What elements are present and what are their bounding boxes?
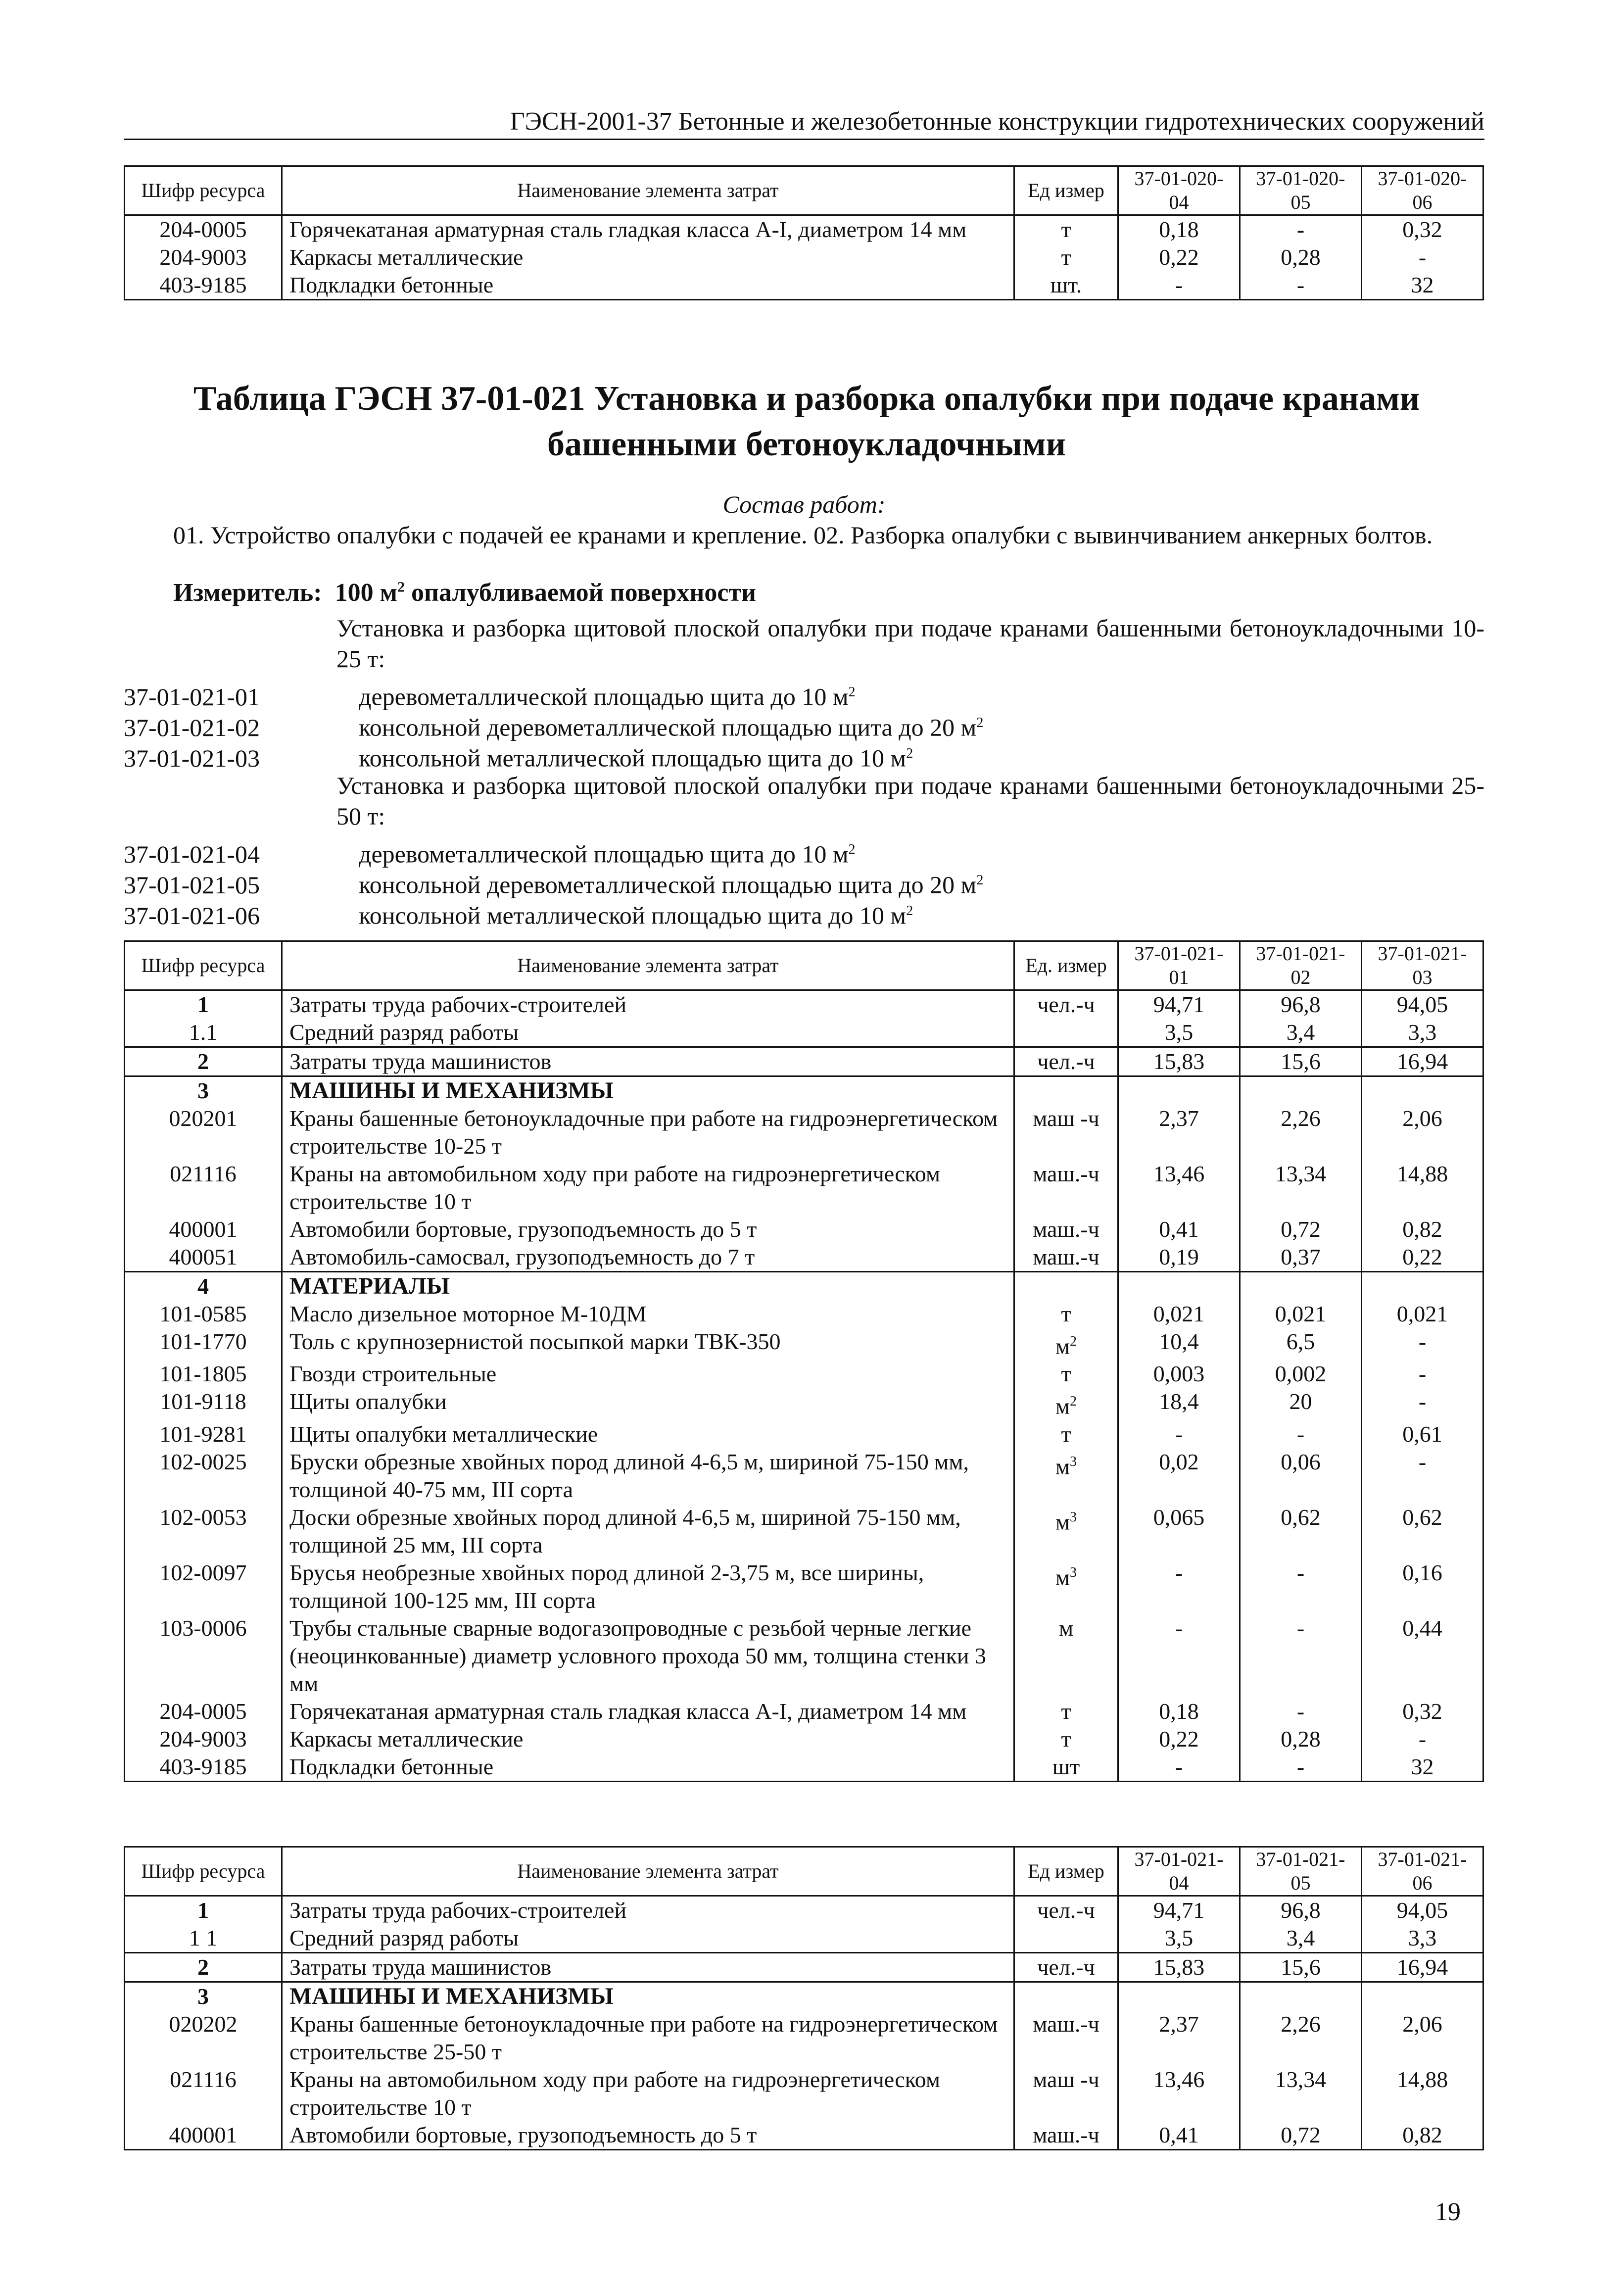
- table-row: [125, 1924, 1483, 1953]
- resource-code: 1.1: [125, 1019, 282, 1047]
- col-header-norm: 37-01-021-05: [1240, 1847, 1362, 1896]
- norm-item: [124, 865, 983, 900]
- resource-unit: маш.-ч: [1014, 1216, 1118, 1243]
- norm-item: [124, 677, 856, 712]
- norm-value: -: [1362, 1360, 1483, 1388]
- norm-text: деревометаллической площадью щита до 10 м: [359, 682, 849, 711]
- resource-unit: чел.-ч: [1014, 1896, 1118, 1925]
- norm-value: 32: [1362, 1753, 1483, 1782]
- norm-value: 14,88: [1362, 1160, 1483, 1216]
- measure-value: 100 м: [334, 579, 398, 607]
- col-header-norm: 37-01-021-02: [1240, 941, 1362, 990]
- table-row: [125, 1953, 1483, 1982]
- page-number: 19: [1435, 2198, 1461, 2226]
- norm-value: 3,3: [1362, 1924, 1483, 1953]
- norm-value: [1118, 1272, 1240, 1301]
- norm-group-heading: Установка и разборка щитовой плоской опалубки при подаче кранами башенными бетоноукладочными 25-50 т:: [336, 772, 1484, 830]
- resource-code: 102-0053: [125, 1504, 282, 1559]
- norm-value: [1118, 1982, 1240, 2011]
- resource-name: Доски обрезные хвойных пород длиной 4-6,5 м, шириной 75-150 мм, толщиной 25 мм, III сорта: [282, 1504, 1014, 1559]
- norm-text: деревометаллической площадью щита до 10 м: [359, 840, 849, 868]
- resource-code: 3: [125, 1076, 282, 1105]
- resource-name: Затраты труда машинистов: [282, 1047, 1014, 1076]
- norm-value: 6,5: [1240, 1328, 1362, 1360]
- norm-value: 0,82: [1362, 2121, 1483, 2150]
- norm-value: 14,88: [1362, 2066, 1483, 2121]
- table-row: [125, 990, 1483, 1019]
- norm-value: 0,44: [1362, 1614, 1483, 1698]
- norm-value: 0,62: [1240, 1504, 1362, 1559]
- norm-value: 32: [1362, 271, 1483, 300]
- resource-name: Гвозди строительные: [282, 1360, 1014, 1388]
- norm-item: [124, 896, 913, 931]
- norm-value: -: [1240, 1559, 1362, 1614]
- resource-unit: т: [1014, 1725, 1118, 1753]
- norm-value: 13,34: [1240, 1160, 1362, 1216]
- norm-value: -: [1362, 243, 1483, 271]
- table-row: [125, 2010, 1483, 2066]
- resource-name: Краны башенные бетоноукладочные при работе на гидроэнергетическом строительстве 10-25 т: [282, 1105, 1014, 1160]
- resource-name: Краны башенные бетоноукладочные при работе на гидроэнергетическом строительстве 25-50 т: [282, 2010, 1014, 2066]
- table-row: [125, 1559, 1483, 1614]
- norm-value: -: [1118, 1753, 1240, 1782]
- norm-sup: 2: [848, 842, 856, 857]
- col-header-code: Шифр ресурса: [125, 941, 282, 990]
- norm-code: 37-01-021-02: [124, 713, 260, 741]
- resource-name: Щиты опалубки металлические: [282, 1420, 1014, 1448]
- resource-code: 204-0005: [125, 1698, 282, 1725]
- resource-unit: $м^3$: [1014, 1448, 1118, 1504]
- resource-code: 103-0006: [125, 1614, 282, 1698]
- norm-value: 94,05: [1362, 1896, 1483, 1925]
- measure-label: Измеритель:: [173, 579, 322, 607]
- page-header: ГЭСН-2001-37 Бетонные и железобетонные конструкции гидротехнических сооружений: [124, 108, 1484, 140]
- norm-code: 37-01-021-05: [124, 871, 260, 899]
- table-row: [125, 1388, 1483, 1420]
- resource-name: Трубы стальные сварные водогазопроводные с резьбой черные легкие (неоцинкованные) диаметр условного прохода 50 мм, толщина стенки 3 мм: [282, 1614, 1014, 1698]
- resource-code: 204-0005: [125, 215, 282, 244]
- resource-name: Горячекатаная арматурная сталь гладкая класса А-I, диаметром 14 мм: [282, 215, 1014, 244]
- norm-text: консольной деревометаллической площадью щита до 20 м: [359, 871, 977, 899]
- resource-unit: [1014, 1924, 1118, 1953]
- norm-value: 0,61: [1362, 1420, 1483, 1448]
- norm-code: 37-01-021-03: [124, 744, 260, 772]
- resource-unit: т: [1014, 215, 1118, 244]
- norm-value: 10,4: [1118, 1328, 1240, 1360]
- resource-code: 1 1: [125, 1924, 282, 1953]
- norm-value: 0,28: [1240, 1725, 1362, 1753]
- norm-value: [1240, 1982, 1362, 2011]
- col-header-code: Шифр ресурса: [125, 1847, 282, 1896]
- resource-name: МАШИНЫ И МЕХАНИЗМЫ: [282, 1982, 1014, 2011]
- norm-code: 37-01-021-06: [124, 901, 260, 929]
- norm-value: 0,19: [1118, 1243, 1240, 1272]
- resource-unit: шт: [1014, 1753, 1118, 1782]
- resource-name: Краны на автомобильном ходу при работе на гидроэнергетическом строительстве 10 т: [282, 1160, 1014, 1216]
- norm-value: 0,18: [1118, 1698, 1240, 1725]
- norm-value: 0,82: [1362, 1216, 1483, 1243]
- resource-code: 021116: [125, 1160, 282, 1216]
- resource-unit: т: [1014, 1698, 1118, 1725]
- norm-value: 0,41: [1118, 2121, 1240, 2150]
- norm-value: -: [1362, 1388, 1483, 1420]
- norm-value: 13,34: [1240, 2066, 1362, 2121]
- resource-unit: $м^3$: [1014, 1559, 1118, 1614]
- norm-value: 0,72: [1240, 1216, 1362, 1243]
- resource-name: Средний разряд работы: [282, 1019, 1014, 1047]
- resource-name: Средний разряд работы: [282, 1924, 1014, 1953]
- norm-value: 0,021: [1240, 1300, 1362, 1328]
- resource-code: 400001: [125, 1216, 282, 1243]
- resource-name: Затраты труда рабочих-строителей: [282, 990, 1014, 1019]
- norm-value: -: [1240, 1614, 1362, 1698]
- norm-value: -: [1362, 1328, 1483, 1360]
- table-row: [125, 1105, 1483, 1160]
- resource-name: Каркасы металлические: [282, 1725, 1014, 1753]
- norm-text: консольной металлической площадью щита до 10 м: [359, 744, 907, 772]
- norm-item: [124, 708, 983, 743]
- norm-value: [1118, 1076, 1240, 1105]
- table-1-body: [125, 990, 1483, 1782]
- resource-code: 020202: [125, 2010, 282, 2066]
- table-row: [125, 1076, 1483, 1105]
- norm-value: [1362, 1272, 1483, 1301]
- resource-name: Щиты опалубки: [282, 1388, 1014, 1420]
- norm-value: 2,26: [1240, 1105, 1362, 1160]
- col-header-name: Наименование элемента затрат: [282, 941, 1014, 990]
- table-row: [125, 1614, 1483, 1698]
- norm-value: -: [1118, 1614, 1240, 1698]
- norm-value: 18,4: [1118, 1388, 1240, 1420]
- resource-name: Подкладки бетонные: [282, 271, 1014, 300]
- norm-value: 15,83: [1118, 1047, 1240, 1076]
- resource-code: 102-0025: [125, 1448, 282, 1504]
- norm-value: 15,83: [1118, 1953, 1240, 1982]
- norm-value: 0,41: [1118, 1216, 1240, 1243]
- resource-table-2: [124, 1846, 1484, 2150]
- col-header-norm: 37-01-021-01: [1118, 941, 1240, 990]
- resource-code: 101-1770: [125, 1328, 282, 1360]
- norm-value: -: [1240, 215, 1362, 244]
- resource-name: Бруски обрезные хвойных пород длиной 4-6,5 м, шириной 75-150 мм, толщиной 40-75 мм, III сорта: [282, 1448, 1014, 1504]
- resource-unit: маш -ч: [1014, 1105, 1118, 1160]
- resource-table-1: [124, 940, 1484, 1782]
- table-row: [125, 1420, 1483, 1448]
- col-header-norm: 37-01-020-06: [1362, 166, 1483, 215]
- resource-unit: м: [1014, 1614, 1118, 1698]
- resource-code: 400051: [125, 1243, 282, 1272]
- resource-name: МАТЕРИАЛЫ: [282, 1272, 1014, 1301]
- norm-value: 13,46: [1118, 2066, 1240, 2121]
- norm-value: -: [1240, 1698, 1362, 1725]
- resource-name: Брусья необрезные хвойных пород длиной 2-3,75 м, все ширины, толщиной 100-125 мм, III сорта: [282, 1559, 1014, 1614]
- norm-value: 20: [1240, 1388, 1362, 1420]
- resource-code: 102-0097: [125, 1559, 282, 1614]
- resource-unit: чел.-ч: [1014, 1953, 1118, 1982]
- norm-value: -: [1362, 1448, 1483, 1504]
- measure-rest: опалубливаемой поверхности: [411, 579, 756, 607]
- norm-code: 37-01-021-04: [124, 840, 260, 868]
- resource-code: 101-9118: [125, 1388, 282, 1420]
- resource-name: Автомобиль-самосвал, грузоподъемность до 7 т: [282, 1243, 1014, 1272]
- norm-value: 0,003: [1118, 1360, 1240, 1388]
- col-header-norm: 37-01-021-06: [1362, 1847, 1483, 1896]
- norm-sup: 2: [906, 903, 913, 919]
- resource-unit: т: [1014, 243, 1118, 271]
- norm-value: 0,22: [1118, 1725, 1240, 1753]
- resource-unit: маш.-ч: [1014, 1243, 1118, 1272]
- table-row: [125, 1216, 1483, 1243]
- norm-value: 3,5: [1118, 1924, 1240, 1953]
- resource-code: 021116: [125, 2066, 282, 2121]
- norm-text: консольной деревометаллической площадью щита до 20 м: [359, 713, 977, 741]
- norm-value: 96,8: [1240, 1896, 1362, 1925]
- table-row: [125, 1300, 1483, 1328]
- norm-value: 0,021: [1118, 1300, 1240, 1328]
- norm-value: -: [1240, 1753, 1362, 1782]
- norm-value: 3,5: [1118, 1019, 1240, 1047]
- norm-value: 13,46: [1118, 1160, 1240, 1216]
- resource-name: Краны на автомобильном ходу при работе на гидроэнергетическом строительстве 10 т: [282, 2066, 1014, 2121]
- resource-name: Автомобили бортовые, грузоподъемность до 5 т: [282, 2121, 1014, 2150]
- table-row: [125, 1047, 1483, 1076]
- norm-value: 0,06: [1240, 1448, 1362, 1504]
- table-row: [125, 1753, 1483, 1782]
- norm-sup: 2: [976, 873, 984, 888]
- norm-value: 0,32: [1362, 1698, 1483, 1725]
- resource-code: 020201: [125, 1105, 282, 1160]
- norm-value: 0,22: [1118, 243, 1240, 271]
- col-header-name: Наименование элемента затрат: [282, 1847, 1014, 1896]
- resource-unit: маш.-ч: [1014, 2121, 1118, 2150]
- norm-value: 94,71: [1118, 1896, 1240, 1925]
- table-row: [125, 1725, 1483, 1753]
- norm-value: 2,37: [1118, 2010, 1240, 2066]
- norm-value: 0,22: [1362, 1243, 1483, 1272]
- norm-value: 94,05: [1362, 990, 1483, 1019]
- col-header-name: Наименование элемента затрат: [282, 166, 1014, 215]
- norm-value: -: [1118, 271, 1240, 300]
- resource-unit: т: [1014, 1360, 1118, 1388]
- norm-value: 0,002: [1240, 1360, 1362, 1388]
- norm-value: 3,4: [1240, 1019, 1362, 1047]
- norm-value: 94,71: [1118, 990, 1240, 1019]
- resource-code: 3: [125, 1982, 282, 2011]
- resource-name: Затраты труда рабочих-строителей: [282, 1896, 1014, 1925]
- norm-item: [124, 834, 856, 870]
- resource-unit: [1014, 1982, 1118, 2011]
- table-row: [125, 1272, 1483, 1301]
- resource-code: 101-9281: [125, 1420, 282, 1448]
- resource-name: МАШИНЫ И МЕХАНИЗМЫ: [282, 1076, 1014, 1105]
- work-composition-text: 01. Устройство опалубки с подачей ее кранами и крепление. 02. Разборка опалубки с вывинчиванием анкерных болтов.: [173, 521, 1433, 549]
- resource-name: Толь с крупнозернистой посыпкой марки ТВК-350: [282, 1328, 1014, 1360]
- resource-code: 1: [125, 990, 282, 1019]
- norm-value: 3,4: [1240, 1924, 1362, 1953]
- resource-name: Горячекатаная арматурная сталь гладкая класса А-I, диаметром 14 мм: [282, 1698, 1014, 1725]
- resource-unit: т: [1014, 1300, 1118, 1328]
- norm-value: 0,32: [1362, 215, 1483, 244]
- resource-name: Затраты труда машинистов: [282, 1953, 1014, 1982]
- resource-name: Подкладки бетонные: [282, 1753, 1014, 1782]
- resource-code: 204-9003: [125, 1725, 282, 1753]
- norm-value: -: [1118, 1420, 1240, 1448]
- col-header-norm: 37-01-020-04: [1118, 166, 1240, 215]
- table-row: [125, 1982, 1483, 2011]
- norm-value: 0,02: [1118, 1448, 1240, 1504]
- resource-code: 403-9185: [125, 1753, 282, 1782]
- resource-code: 400001: [125, 2121, 282, 2150]
- norm-value: 16,94: [1362, 1047, 1483, 1076]
- resource-unit: $м^2$: [1014, 1328, 1118, 1360]
- table-row: [125, 1896, 1483, 1925]
- norm-value: 96,8: [1240, 990, 1362, 1019]
- norm-value: -: [1362, 1725, 1483, 1753]
- resource-code: 403-9185: [125, 271, 282, 300]
- resource-unit: $м^2$: [1014, 1388, 1118, 1420]
- norm-value: 0,18: [1118, 215, 1240, 244]
- norm-value: -: [1118, 1559, 1240, 1614]
- norm-value: [1240, 1076, 1362, 1105]
- norm-value: 15,6: [1240, 1047, 1362, 1076]
- norm-value: 16,94: [1362, 1953, 1483, 1982]
- norm-value: 2,06: [1362, 2010, 1483, 2066]
- norm-value: 2,37: [1118, 1105, 1240, 1160]
- resource-unit: $м^3$: [1014, 1504, 1118, 1559]
- norm-value: 0,62: [1362, 1504, 1483, 1559]
- norm-value: [1362, 1982, 1483, 2011]
- resource-code: 1: [125, 1896, 282, 1925]
- resource-code: 101-1805: [125, 1360, 282, 1388]
- table-row: [125, 2066, 1483, 2121]
- resource-unit: шт.: [1014, 271, 1118, 300]
- table-row: [125, 1504, 1483, 1559]
- norm-sup: 2: [906, 746, 913, 761]
- measure-sup: 2: [397, 579, 405, 595]
- resource-unit: маш.-ч: [1014, 1160, 1118, 1216]
- resource-unit: [1014, 1019, 1118, 1047]
- resource-table-top: [124, 165, 1484, 300]
- table-row: [125, 1360, 1483, 1388]
- resource-code: 204-9003: [125, 243, 282, 271]
- resource-name: Масло дизельное моторное М-10ДМ: [282, 1300, 1014, 1328]
- table-2-body: [125, 1896, 1483, 2150]
- col-header-norm: 37-01-021-03: [1362, 941, 1483, 990]
- table-row: [125, 1160, 1483, 1216]
- norm-sup: 2: [976, 715, 984, 730]
- resource-code: 4: [125, 1272, 282, 1301]
- norm-item: [124, 738, 913, 774]
- norm-value: 2,26: [1240, 2010, 1362, 2066]
- norm-value: 0,065: [1118, 1504, 1240, 1559]
- resource-code: 2: [125, 1953, 282, 1982]
- col-header-code: Шифр ресурса: [125, 166, 282, 215]
- resource-unit: чел.-ч: [1014, 990, 1118, 1019]
- norm-value: -: [1240, 271, 1362, 300]
- col-header-norm: 37-01-021-04: [1118, 1847, 1240, 1896]
- resource-unit: т: [1014, 1420, 1118, 1448]
- norm-sup: 2: [848, 684, 856, 700]
- resource-unit: [1014, 1272, 1118, 1301]
- norm-value: 0,28: [1240, 243, 1362, 271]
- norm-value: 0,16: [1362, 1559, 1483, 1614]
- resource-unit: [1014, 1076, 1118, 1105]
- table-row: [125, 1328, 1483, 1360]
- col-header-unit: Ед измер: [1014, 1847, 1118, 1896]
- norm-text: консольной металлической площадью щита до 10 м: [359, 901, 907, 929]
- norm-value: [1362, 1076, 1483, 1105]
- resource-name: Автомобили бортовые, грузоподъемность до 5 т: [282, 1216, 1014, 1243]
- norm-value: 2,06: [1362, 1105, 1483, 1160]
- norm-value: 0,021: [1362, 1300, 1483, 1328]
- table-row: [125, 1448, 1483, 1504]
- col-header-unit: Ед. измер: [1014, 941, 1118, 990]
- col-header-unit: Ед измер: [1014, 166, 1118, 215]
- col-header-norm: 37-01-020-05: [1240, 166, 1362, 215]
- resource-unit: чел.-ч: [1014, 1047, 1118, 1076]
- resource-code: 2: [125, 1047, 282, 1076]
- norm-value: 0,72: [1240, 2121, 1362, 2150]
- measure-unit: [173, 578, 756, 607]
- resource-unit: маш -ч: [1014, 2066, 1118, 2121]
- resource-code: 101-0585: [125, 1300, 282, 1328]
- norm-group-heading: Установка и разборка щитовой плоской опалубки при подаче кранами башенными бетоноукладочными 10-25 т:: [336, 614, 1484, 673]
- table-row: [125, 1698, 1483, 1725]
- norm-value: -: [1240, 1420, 1362, 1448]
- table-row: [125, 2121, 1483, 2150]
- table-row: [125, 1243, 1483, 1272]
- norm-value: 0,37: [1240, 1243, 1362, 1272]
- resource-unit: маш.-ч: [1014, 2010, 1118, 2066]
- resource-name: Каркасы металлические: [282, 243, 1014, 271]
- norm-value: 15,6: [1240, 1953, 1362, 1982]
- work-composition-heading: Состав работ:: [722, 490, 886, 518]
- table-title: Таблица ГЭСН 37-01-021 Установка и разборка опалубки при подаче кранами башенными бетоноукладочными: [193, 380, 1420, 463]
- norm-code: 37-01-021-01: [124, 682, 260, 711]
- norm-value: 3,3: [1362, 1019, 1483, 1047]
- table-row: [125, 1019, 1483, 1047]
- norm-value: [1240, 1272, 1362, 1301]
